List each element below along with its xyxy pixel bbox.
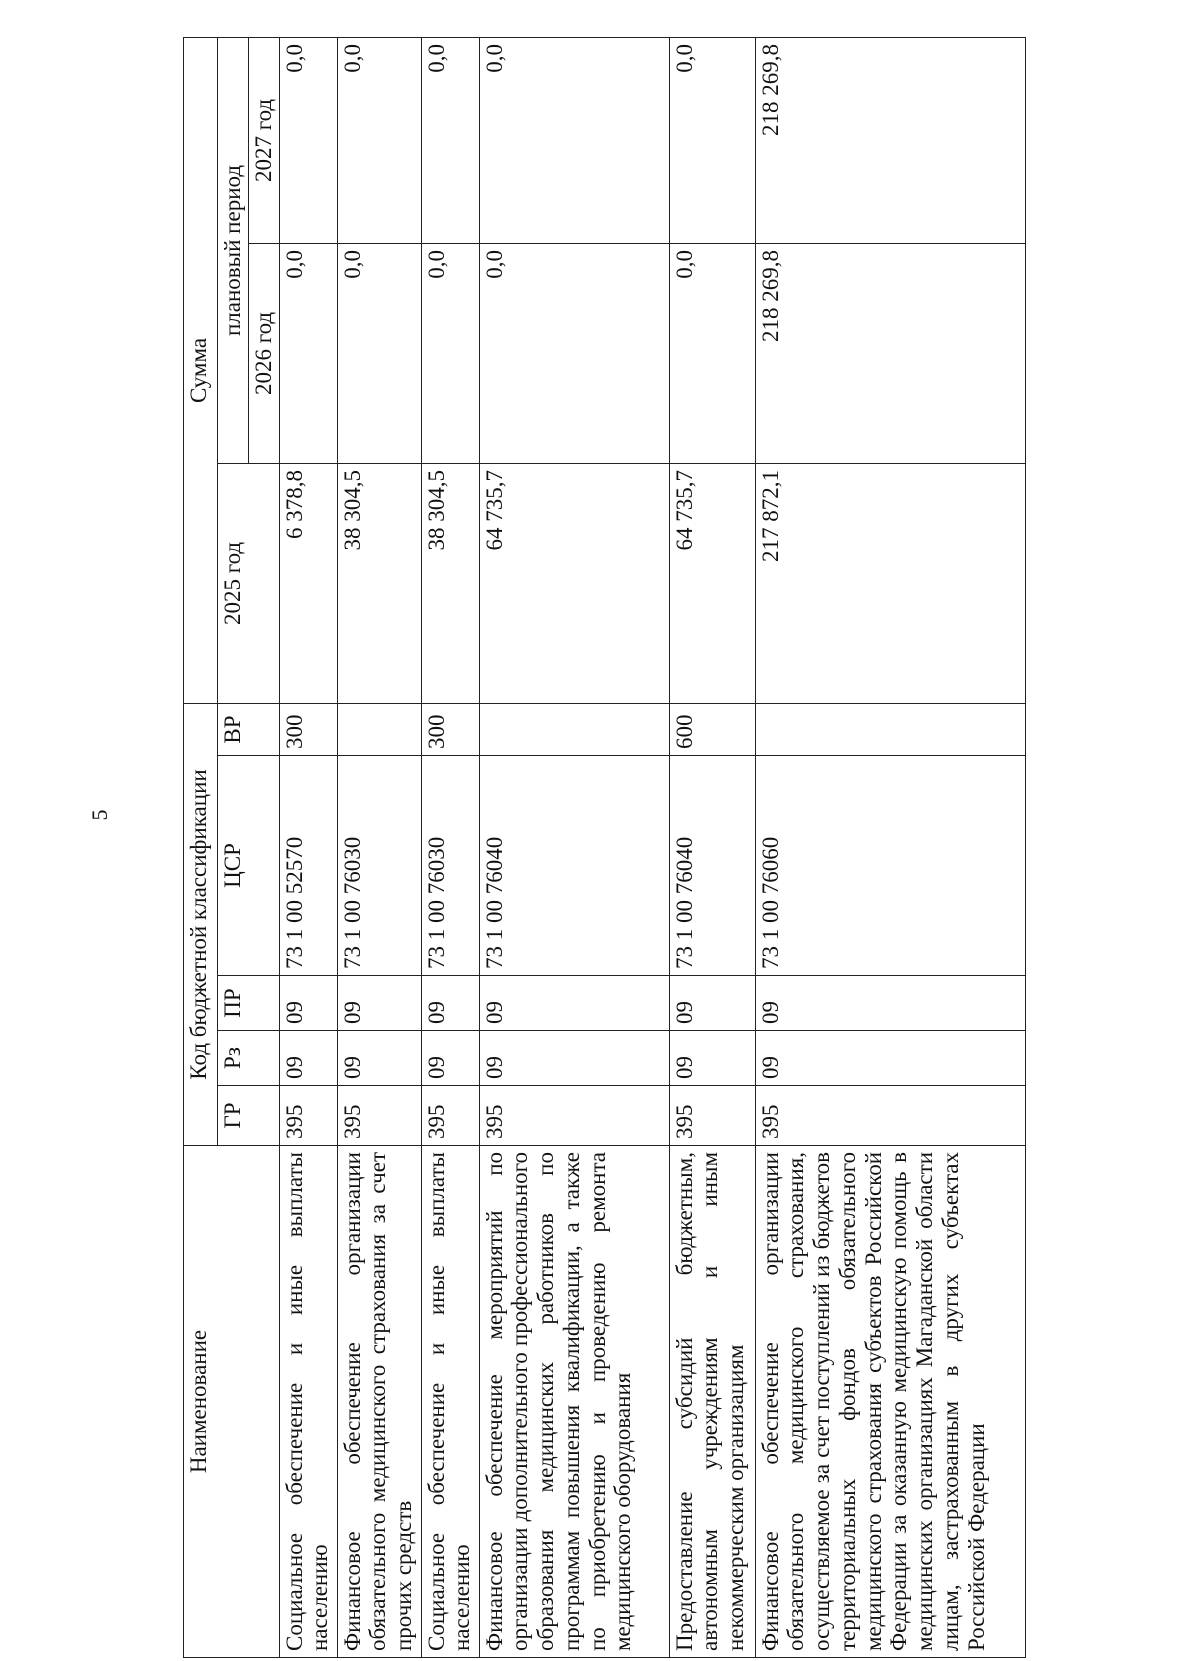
row-csr: 73 1 00 76030: [337, 756, 421, 976]
row-2026: 0,0: [479, 243, 669, 463]
row-csr: 73 1 00 76060: [755, 756, 1025, 976]
table-body: [279, 37, 1025, 1657]
row-vr: 600: [669, 703, 755, 755]
header-sum-group: Сумма: [184, 37, 218, 703]
row-2025: 217 872,1: [755, 463, 1025, 703]
table-row: [479, 37, 669, 1657]
header-vr: ВР: [218, 703, 280, 755]
row-2026: 0,0: [279, 243, 337, 463]
row-rz: 09: [755, 1031, 1025, 1086]
table-row: [421, 37, 479, 1657]
row-2027: 0,0: [279, 37, 337, 243]
row-vr: [755, 703, 1025, 755]
row-vr: [337, 703, 421, 755]
row-rz: 09: [421, 1031, 479, 1086]
header-csr: ЦСР: [218, 756, 280, 976]
table-row: [279, 37, 337, 1657]
row-rz: 09: [479, 1031, 669, 1086]
row-2027: 0,0: [337, 37, 421, 243]
row-rz: 09: [669, 1031, 755, 1086]
row-name: Финансовое обеспечение организации обязательного медицинского страхования за счет прочих средств: [337, 1146, 421, 1658]
table-row: [755, 37, 1025, 1657]
row-2026: 0,0: [669, 243, 755, 463]
row-2025: 38 304,5: [421, 463, 479, 703]
row-2026: 0,0: [337, 243, 421, 463]
row-pr: 09: [337, 976, 421, 1031]
row-pr: 09: [669, 976, 755, 1031]
row-name: Финансовое обеспечение организации обязательного медицинского страхования, осуществляемое за счет поступлений из бюджетов территориальных фондов обязательного медицинского страхования субъектов Российской Федерации за оказанную медицинскую помощь в медицинских организациях Магаданской области лицам, застрахованным в других субъектах Российской Федерации: [755, 1146, 1025, 1658]
header-2027: 2027 год: [248, 37, 279, 243]
row-csr: 73 1 00 76040: [479, 756, 669, 976]
header-gr: ГР: [218, 1086, 280, 1146]
row-2025: 6 378,8: [279, 463, 337, 703]
header-rz: Рз: [218, 1031, 280, 1086]
row-2027: 0,0: [479, 37, 669, 243]
row-gr: 395: [669, 1086, 755, 1146]
row-name: Социальное обеспечение и иные выплаты населению: [279, 1146, 337, 1658]
header-2026: 2026 год: [248, 243, 279, 463]
row-name: Предоставление субсидий бюджетным, автономным учреждениям и иным некоммерческим организациям: [669, 1146, 755, 1658]
row-2025: 64 735,7: [669, 463, 755, 703]
row-gr: 395: [279, 1086, 337, 1146]
row-2026: 218 269,8: [755, 243, 1025, 463]
row-2027: 218 269,8: [755, 37, 1025, 243]
row-gr: 395: [421, 1086, 479, 1146]
row-2025: 64 735,7: [479, 463, 669, 703]
header-code-group: Код бюджетной классификации: [184, 703, 218, 1145]
header-plan-period: плановый период: [218, 37, 249, 463]
row-gr: 395: [479, 1086, 669, 1146]
row-vr: 300: [279, 703, 337, 755]
row-rz: 09: [279, 1031, 337, 1086]
row-2026: 0,0: [421, 243, 479, 463]
row-csr: 73 1 00 76030: [421, 756, 479, 976]
row-csr: 73 1 00 52570: [279, 756, 337, 976]
row-pr: 09: [755, 976, 1025, 1031]
row-csr: 73 1 00 76040: [669, 756, 755, 976]
row-2025: 38 304,5: [337, 463, 421, 703]
budget-table: [183, 37, 1026, 1658]
row-2027: 0,0: [421, 37, 479, 243]
table-row: [337, 37, 421, 1657]
row-2027: 0,0: [669, 37, 755, 243]
row-pr: 09: [421, 976, 479, 1031]
row-rz: 09: [337, 1031, 421, 1086]
page-number: 5: [87, 809, 112, 821]
row-name: Финансовое обеспечение мероприятий по организации дополнительного профессионального образования медицинских работников по программам повышения квалификации, а также по приобретению и проведению ремонта медицинского оборудования: [479, 1146, 669, 1658]
row-vr: [479, 703, 669, 755]
table-row: [669, 37, 755, 1657]
header-name: Наименование: [184, 1146, 280, 1658]
header-pr: ПР: [218, 976, 280, 1031]
row-gr: 395: [337, 1086, 421, 1146]
budget-table-rotated-container: [183, 38, 1023, 1658]
row-vr: 300: [421, 703, 479, 755]
header-2025: 2025 год: [218, 463, 280, 703]
row-pr: 09: [279, 976, 337, 1031]
row-name: Социальное обеспечение и иные выплаты населению: [421, 1146, 479, 1658]
row-pr: 09: [479, 976, 669, 1031]
row-gr: 395: [755, 1086, 1025, 1146]
table-header: [184, 37, 280, 1657]
